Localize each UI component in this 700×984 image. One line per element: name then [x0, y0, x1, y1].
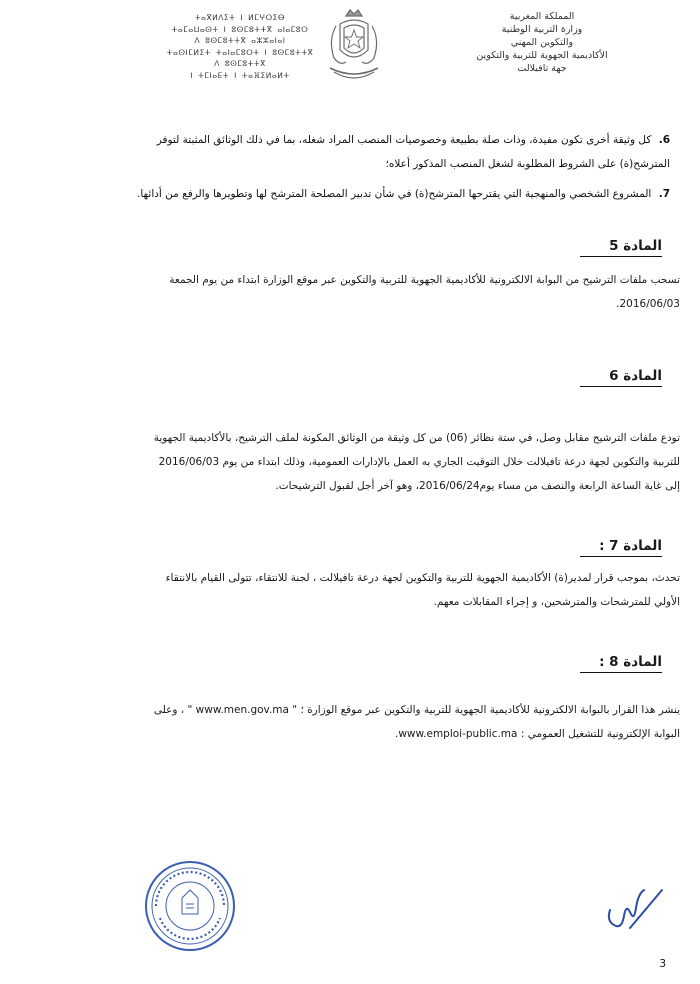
header-arabic-line: وزارة التربية الوطنية [501, 24, 583, 35]
header-tifinagh-block [160, 12, 320, 81]
header-arabic-line: الأكاديمية الجهوية للتربية والتكوين [476, 50, 608, 61]
article-5-heading: المادة 5 [532, 238, 662, 257]
handwritten-signature [600, 882, 670, 932]
article-line: تسحب ملفات الترشيح من البوابة الالكترونية للأكاديمية الجهوية للتربية والتكوين عبر موقع الوزارة ابتداء من يوم الجمعة [169, 274, 680, 286]
header-arabic-line: والتكوين المهني [510, 37, 574, 48]
header-arabic-line: جهة تافيلالت [517, 63, 567, 74]
header-arabic-block [442, 10, 642, 75]
header-tifinagh-line: ⵜⴰⵎⴰⵡⴰⵙⵜ ⵏ ⵓⵙⵎⵓⵜⵜⴳ ⴰⵏⴰⵎⵓⵔ [171, 24, 309, 34]
item-text: المشروع الشخصي والمنهجية التي يقترحها المترشح(ة) في شأن تدبير المصلحة المترشح لها وتطويرها والرفع من أدائها. [137, 188, 652, 200]
list-item-7 [30, 182, 670, 206]
article-8-body [20, 698, 680, 746]
header-arabic-line: المملكة المغربية [509, 11, 575, 22]
coat-of-arms-emblem [322, 6, 386, 90]
article-6-heading: المادة 6 [532, 368, 662, 387]
article-line: للتربية والتكوين لجهة درعة تافيلالت خلال التوقيت الجاري به العمل بالإدارات العمومية، وذلك ابتداء من يوم 2016/06/03 [158, 456, 680, 468]
header-tifinagh-line: ⵜⴰⴳⵍⴷⵉⵜ ⵏ ⵍⵎⵖⵔⵉⴱ [194, 13, 286, 22]
article-6-body [20, 426, 680, 498]
page-number: 3 [659, 958, 666, 970]
article-8-heading: المادة 8 : [532, 654, 662, 673]
header-tifinagh-line: ⴷ ⵓⵙⵎⵓⵜⵜⴳ ⴰⵣⵣⴰⵏⴰⵏ [194, 36, 286, 45]
article-5-body [20, 268, 680, 316]
article-line: ينشر هذا القرار بالبوابة الالكترونية للأكاديمية الجهوية للتربية والتكوين عبر موقع الوزارة ؛ " www.men.gov.ma " ، وعلى [153, 704, 680, 716]
item-number: 7. [658, 188, 670, 200]
article-line: 2016/06/03. [616, 298, 680, 310]
item-text: كل وثيقة أخرى تكون مفيدة، وذات صلة بطبيعة وخصوصيات المنصب المراد شغله، بما في ذلك الوثائق المثبتة لتوفر [156, 134, 652, 146]
article-line: تودع ملفات الترشيح مقابل وصل، في ستة نظائر (06) من كل وثيقة من الوثائق المكونة لملف الترشيح، بالأكاديمية الجهوية [153, 432, 680, 444]
article-line: تحدث، بموجب قرار لمدير(ة) الأكاديمية الجهوية للتربية والتكوين لجهة درعة تافيلالت ، لجنة للانتقاء، تتولى القيام بالانتقاء [165, 572, 680, 584]
header-tifinagh-line: ⵏ ⵜⵎⵏⴰⴹⵜ ⵏ ⵜⴰⴼⵉⵍⴰⵍⵜ [190, 70, 290, 80]
article-line: البوابة الإلكترونية للتشغيل العمومي : www.emploi-public.ma. [395, 728, 680, 740]
article-line: الأولي للمترشحات والمترشحين، و إجراء المقابلات معهم. [433, 596, 680, 608]
header-tifinagh-line: ⵜⴰⵙⵏⵎⵍⵉⵜ ⵜⴰⵏⴰⵎⵓⵔⵜ ⵏ ⵓⵙⵎⵓⵜⵜⴳ [166, 47, 314, 57]
article-line: إلى غاية الساعة الرابعة والنصف من مساء يوم2016/06/24، وهو آخر أجل لقبول الترشيحات. [275, 480, 680, 492]
official-stamp [142, 858, 238, 954]
list-item-6 [30, 128, 670, 176]
item-text-continued: المترشح(ة) على الشروط المطلوبة لشغل المنصب المذكور أعلاه؛ [385, 158, 670, 170]
article-7-heading: المادة 7 : [532, 538, 662, 557]
item-number: 6. [658, 134, 670, 146]
header-tifinagh-line: ⴷ ⵓⵙⵎⵓⵜⵜⴳ [214, 59, 266, 68]
article-7-body [20, 566, 680, 614]
